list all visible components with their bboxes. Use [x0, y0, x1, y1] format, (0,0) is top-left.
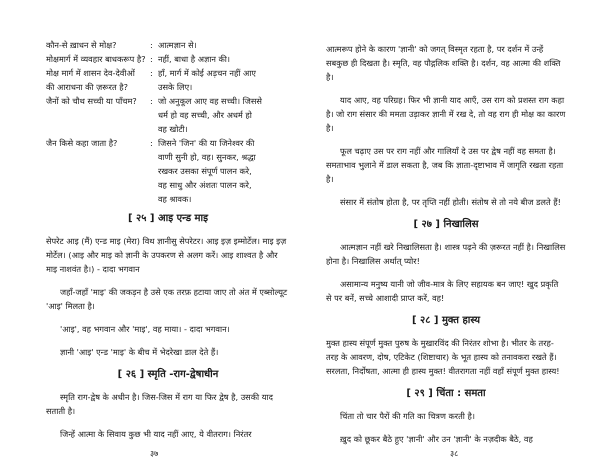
question [46, 192, 150, 206]
section-title: निखालिस [443, 219, 479, 230]
answer: वाणी सुनी हो, वह। सुनकर, श्रद्धा [158, 152, 256, 162]
paragraph: ख़ुद को छूकर बैठे हुए 'ज्ञानी' और उन 'ज्ञानी' के नज़दीक बैठे, वह [340, 434, 533, 444]
qa-row [46, 66, 290, 80]
question: जैनों को चौथ सच्ची या पाँचम? [46, 96, 137, 106]
qa-row [46, 178, 290, 192]
colon: : [150, 54, 153, 64]
qa-row [46, 192, 290, 206]
question [46, 108, 150, 122]
section-number: [ २७ ] [413, 219, 440, 230]
qa-row [46, 122, 290, 136]
section-number: [ २६ ] [117, 369, 145, 380]
section-title: चिंता : समता [436, 388, 486, 399]
paragraph: संसार में संतोष होता है, पर तृप्ति नहीं होती। संतोष से तो नये बीज डलते हैं! [340, 197, 561, 207]
qa-row [46, 80, 290, 94]
section-heading-28 [326, 314, 566, 328]
paragraph: चिंता तो चार पैरों की गति का चित्रण करती है। [340, 411, 475, 421]
paragraph: याद आए, वह परिग्रह। फिर भी ज्ञानी याद आएँ, उस राग को प्रशस्त राग कहा है। जो राग संसार की ममता उड़ाकर ज्ञानी में रख दे, तो वह राग ही मोक्ष का कारण है। [326, 95, 566, 133]
colon [150, 192, 158, 206]
question [46, 150, 150, 164]
answer: रखकर उसका संपूर्ण पालन करे, [158, 166, 252, 176]
section-title: मुक्त हास्य [441, 315, 481, 326]
question: कौन-से ख़ाधन से मोक्ष? [46, 40, 117, 50]
answer: जिसने 'जिन' की या जिनेश्वर की [158, 138, 255, 148]
paragraph: 'आइ', वह भगवान और 'माइ', वह माया। - दादा भगवान। [60, 324, 230, 334]
page-number: ३८ [450, 449, 459, 458]
question [46, 178, 150, 192]
answer: हाँ, मार्ग में कोई अड़चन नहीं आए [158, 68, 256, 78]
paragraph: जिन्हें आत्मा के सिवाय कुछ भी याद नहीं आए, ये वीतराग। निरंतर [60, 429, 252, 439]
colon [150, 80, 158, 94]
answer: आत्मज्ञान से। [158, 40, 197, 50]
section-title: स्मृति -राग-द्वेषाधीन [147, 369, 219, 380]
paragraph: आत्मज्ञान नहीं खरे निखालिसता है। शास्त्र पढ़ने की ज़रूरत नहीं है। निखालिस होना है। निखालिस अर्थात् प्योर! [326, 242, 566, 266]
answer: वह खोटी। [158, 124, 188, 134]
qa-row [46, 136, 290, 150]
qa-row [46, 164, 290, 178]
colon [150, 108, 158, 122]
qa-row [46, 52, 290, 66]
qa-row [46, 38, 290, 52]
page-number: ३७ [150, 449, 159, 458]
answer: नहीं, बाधा है अज्ञान की। [158, 54, 231, 64]
section-heading-29 [326, 387, 566, 401]
section-heading-25 [46, 212, 290, 226]
colon: : [150, 96, 153, 106]
colon: : [150, 68, 153, 78]
section-number: [ २९ ] [406, 388, 433, 399]
qa-row [46, 108, 290, 122]
paragraph: फूल चढ़ाए उस पर राग नहीं और गालियाँ दे उस पर द्वेष नहीं वह समता है। समताभाव भुलाने में डाल सकता है, जब कि ज्ञाता-दृष्टाभाव में जागृति रखता रहता है। [326, 146, 564, 184]
question [46, 122, 150, 136]
question: मोक्षमार्ग में व्यवहार बाधकरूप है? [46, 54, 146, 64]
right-page [300, 0, 600, 463]
section-heading-26 [46, 368, 290, 382]
answer: वह साधु और अंशतः पालन करे, [158, 180, 252, 190]
qa-list [46, 38, 290, 206]
paragraph: ज्ञानी 'आइ' एन्ड 'माइ' के बीच में भेदरेखा डाल देते हैं। [60, 347, 219, 357]
question: जैन किसे कहा जाता है? [46, 138, 118, 148]
answer: धर्म हो वह सच्ची, और अधर्म हो [158, 110, 252, 120]
question: मोक्ष मार्ग में शासन देव-देवीओं [46, 68, 135, 78]
paragraph: मुक्त हास्य संपूर्ण मुक्त पुरुष के मुखारविंद की निरंतर शोभा है। भीतर के तरह-तरह के आवरण, दोष, एटिकेट (शिष्टाचार) के भूत हास्य को तनावकरा रखते हैं। सरलता, निर्दोषता, आत्मा ही हास्य मुक्त! वीतरागता नहीं वहाँ संपूर्ण मुक्त हास्य! [326, 338, 560, 376]
colon [150, 122, 158, 136]
qa-row [46, 94, 290, 108]
colon: : [150, 138, 153, 148]
section-number: [ २८ ] [411, 315, 439, 326]
question: की आराधना की ज़रूरत है? [46, 82, 128, 92]
paragraph: सेपरेट आइ (मैं) एन्ड माइ (मेरा) विथ ज्ञानीसु सेपरेटर। आइ इज़ इम्मोर्टेल। माइ इज़ मोर्टेल। (आइ और माइ को ज्ञानी के उपकरण से अलग करें। आइ शाश्वत है और माइ नाशवंत है।) - दादा भगवान [46, 236, 287, 274]
colon [150, 164, 158, 178]
paragraph: आत्मरूप होने के कारण 'ज्ञानी' को जगत् विस्मृत रहता है, पर दर्शन में उन्हें सबकुछ ही दिखता है। स्मृति, वह पौद्गलिक शक्ति है। दर्शन, वह आत्मा की शक्ति है। [326, 44, 561, 82]
qa-row [46, 150, 290, 164]
colon [150, 150, 158, 164]
answer: वह श्रावक। [158, 194, 192, 204]
paragraph: असामान्य मनुष्य यानी जो जीव-मात्र के लिए सहायक बन जाए! खुद प्रकृति से पर बनें, सच्चे आशादी प्राप्त करें, वह! [326, 279, 559, 303]
paragraph: जहाँ-जहाँ 'माइ' की जकड़न है उसे एक तरफ़ हटाया जाए तो अंत में एब्सोल्यूट 'आइ' मिलता है। [46, 287, 288, 311]
section-heading-27 [326, 218, 566, 232]
answer: उसके लिए। [158, 82, 193, 92]
colon [150, 178, 158, 192]
section-number: [ २५ ] [127, 213, 155, 224]
colon: : [150, 40, 153, 50]
paragraph: स्मृति राग-द्वेष के अधीन है। जिस-जिस में राग या फिर द्वेष है, उसकी याद सताती है। [46, 392, 273, 416]
answer: जो अनुकूल आए वह सच्ची। जिससे [158, 96, 262, 106]
question [46, 164, 150, 178]
section-title: आइ एन्ड माइ [157, 213, 209, 224]
